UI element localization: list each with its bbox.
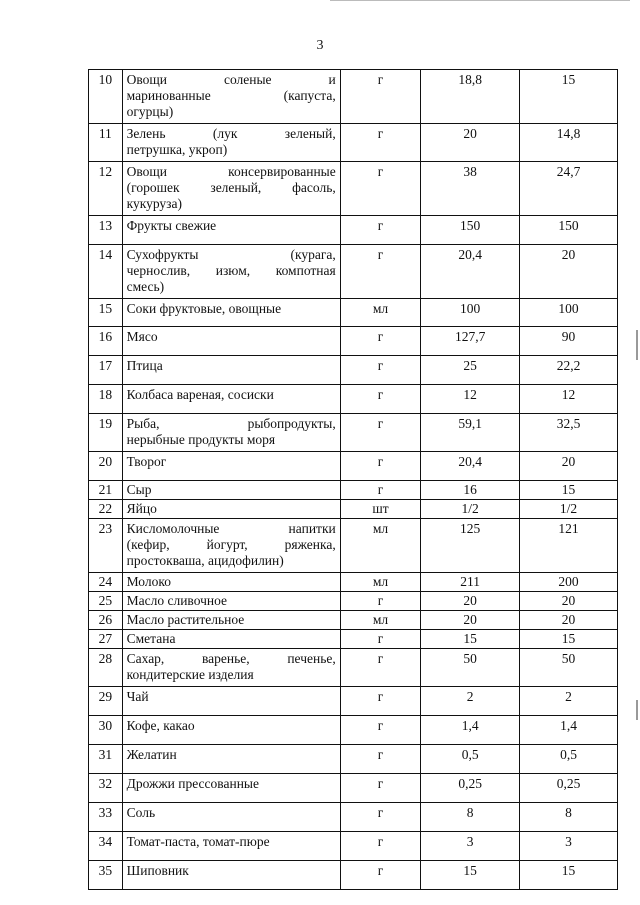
table-row	[89, 573, 618, 592]
product-name-cell	[122, 124, 340, 162]
scan-side-mark	[636, 330, 638, 360]
product-name-line: огурцы)	[126, 104, 174, 119]
table-row	[89, 832, 618, 861]
row-number-cell: 25	[89, 592, 123, 611]
unit-cell: шт	[340, 500, 421, 519]
product-name-line: Яйцо	[126, 501, 157, 516]
table-row	[89, 630, 618, 649]
unit-cell: г	[340, 245, 421, 299]
product-name-cell	[122, 327, 340, 356]
product-name-cell	[122, 630, 340, 649]
product-name-line: Дрожжи прессованные	[126, 776, 259, 791]
table-row	[89, 70, 618, 124]
unit-cell: г	[340, 803, 421, 832]
product-name-line: Кисломолочные напитки	[126, 521, 336, 536]
product-name-line: Сахар, варенье, печенье,	[126, 651, 336, 666]
norm-value-1-cell: 20	[421, 592, 520, 611]
unit-cell: г	[340, 452, 421, 481]
norm-value-1-cell: 15	[421, 630, 520, 649]
norm-value-1-cell: 8	[421, 803, 520, 832]
norm-value-2-cell: 20	[520, 592, 618, 611]
norm-value-1-cell: 2	[421, 687, 520, 716]
norm-value-2-cell: 121	[520, 519, 618, 573]
norm-value-1-cell: 211	[421, 573, 520, 592]
row-number-cell: 34	[89, 832, 123, 861]
unit-cell: г	[340, 356, 421, 385]
norm-value-2-cell: 15	[520, 630, 618, 649]
norm-value-1-cell: 3	[421, 832, 520, 861]
product-name-cell	[122, 774, 340, 803]
norm-value-2-cell: 20	[520, 245, 618, 299]
table-row	[89, 716, 618, 745]
norm-value-2-cell: 15	[520, 861, 618, 890]
product-name-line: маринованные (капуста,	[126, 88, 336, 103]
norm-value-1-cell: 20	[421, 611, 520, 630]
product-name-line: Молоко	[126, 574, 171, 589]
unit-cell: г	[340, 716, 421, 745]
table-row	[89, 745, 618, 774]
norm-value-1-cell: 0,25	[421, 774, 520, 803]
unit-cell: г	[340, 832, 421, 861]
row-number-cell: 28	[89, 649, 123, 687]
row-number-cell: 11	[89, 124, 123, 162]
row-number-cell: 12	[89, 162, 123, 216]
product-name-line: Кофе, какао	[126, 718, 195, 733]
row-number-cell: 31	[89, 745, 123, 774]
row-number-cell: 17	[89, 356, 123, 385]
unit-cell: г	[340, 649, 421, 687]
food-norms-table	[88, 69, 618, 890]
row-number-cell: 13	[89, 216, 123, 245]
page-number: 3	[316, 38, 324, 53]
norm-value-1-cell: 20	[421, 124, 520, 162]
row-number-cell: 15	[89, 299, 123, 327]
norm-value-1-cell: 16	[421, 481, 520, 500]
row-number-cell: 22	[89, 500, 123, 519]
table-row	[89, 452, 618, 481]
product-name-line: (кефир, йогурт, ряженка,	[126, 537, 336, 552]
norm-value-2-cell: 8	[520, 803, 618, 832]
unit-cell: г	[340, 124, 421, 162]
product-name-cell	[122, 481, 340, 500]
product-name-line: Сметана	[126, 631, 176, 646]
row-number-cell: 10	[89, 70, 123, 124]
product-name-line: Масло растительное	[126, 612, 245, 627]
row-number-cell: 20	[89, 452, 123, 481]
table-row	[89, 216, 618, 245]
product-name-line: петрушка, укроп)	[126, 142, 228, 157]
table-row	[89, 519, 618, 573]
product-name-line: Томат-паста, томат-пюре	[126, 834, 270, 849]
row-number-cell: 14	[89, 245, 123, 299]
product-name-line: чернослив, изюм, компотная	[126, 263, 336, 278]
product-name-line: Масло сливочное	[126, 593, 228, 608]
row-number-cell: 16	[89, 327, 123, 356]
row-number-cell: 18	[89, 385, 123, 414]
norm-value-2-cell: 32,5	[520, 414, 618, 452]
unit-cell: мл	[340, 611, 421, 630]
row-number-cell: 27	[89, 630, 123, 649]
product-name-line: Зелень (лук зеленый,	[126, 126, 336, 141]
scan-side-mark	[636, 700, 638, 720]
product-name-cell	[122, 162, 340, 216]
unit-cell: г	[340, 216, 421, 245]
product-name-cell	[122, 861, 340, 890]
unit-cell: г	[340, 861, 421, 890]
norm-value-2-cell: 20	[520, 611, 618, 630]
row-number-cell: 32	[89, 774, 123, 803]
table-row	[89, 500, 618, 519]
table-row	[89, 481, 618, 500]
product-name-cell	[122, 573, 340, 592]
product-name-cell	[122, 216, 340, 245]
product-name-line: Соль	[126, 805, 156, 820]
product-name-line: Желатин	[126, 747, 177, 762]
table-row	[89, 162, 618, 216]
norm-value-1-cell: 15	[421, 861, 520, 890]
norm-value-2-cell: 20	[520, 452, 618, 481]
product-name-line: (горошек зеленый, фасоль,	[126, 180, 336, 195]
norm-value-2-cell: 2	[520, 687, 618, 716]
table-row	[89, 356, 618, 385]
product-name-line: Фрукты свежие	[126, 218, 217, 233]
norm-value-2-cell: 12	[520, 385, 618, 414]
norm-value-1-cell: 150	[421, 216, 520, 245]
product-name-cell	[122, 500, 340, 519]
product-name-line: простокваша, ацидофилин)	[126, 553, 284, 568]
table-row	[89, 861, 618, 890]
row-number-cell: 29	[89, 687, 123, 716]
table-row	[89, 385, 618, 414]
product-name-cell	[122, 649, 340, 687]
unit-cell: г	[340, 70, 421, 124]
norm-value-2-cell: 1/2	[520, 500, 618, 519]
unit-cell: г	[340, 630, 421, 649]
product-name-cell	[122, 716, 340, 745]
unit-cell: мл	[340, 519, 421, 573]
norm-value-1-cell: 127,7	[421, 327, 520, 356]
product-name-cell	[122, 803, 340, 832]
norm-value-2-cell: 15	[520, 481, 618, 500]
product-name-line: Овощи соленые и	[126, 72, 336, 87]
row-number-cell: 33	[89, 803, 123, 832]
table-row	[89, 327, 618, 356]
norm-value-1-cell: 20,4	[421, 452, 520, 481]
product-name-cell	[122, 452, 340, 481]
product-name-line: Сухофрукты (курага,	[126, 247, 336, 262]
product-name-cell	[122, 519, 340, 573]
unit-cell: г	[340, 745, 421, 774]
row-number-cell: 23	[89, 519, 123, 573]
product-name-cell	[122, 687, 340, 716]
product-name-line: Овощи консервированные	[126, 164, 336, 179]
product-name-line: Мясо	[126, 329, 158, 344]
table-row	[89, 245, 618, 299]
table-row	[89, 611, 618, 630]
norm-value-2-cell: 22,2	[520, 356, 618, 385]
product-name-cell	[122, 245, 340, 299]
row-number-cell: 24	[89, 573, 123, 592]
norm-value-2-cell: 15	[520, 70, 618, 124]
norm-value-1-cell: 20,4	[421, 245, 520, 299]
table-row	[89, 592, 618, 611]
product-name-cell	[122, 745, 340, 774]
product-name-line: Рыба, рыбопродукты,	[126, 416, 336, 431]
norm-value-1-cell: 59,1	[421, 414, 520, 452]
norm-value-2-cell: 150	[520, 216, 618, 245]
product-name-line: Чай	[126, 689, 149, 704]
unit-cell: мл	[340, 573, 421, 592]
table-row	[89, 687, 618, 716]
norm-value-1-cell: 125	[421, 519, 520, 573]
norm-value-1-cell: 1/2	[421, 500, 520, 519]
product-name-cell	[122, 592, 340, 611]
product-name-line: кукуруза)	[126, 196, 183, 211]
norm-value-2-cell: 0,5	[520, 745, 618, 774]
norm-value-1-cell: 18,8	[421, 70, 520, 124]
product-name-line: Колбаса вареная, сосиски	[126, 387, 274, 402]
norm-value-1-cell: 25	[421, 356, 520, 385]
norm-value-1-cell: 12	[421, 385, 520, 414]
product-name-line: Шиповник	[126, 863, 189, 878]
product-name-line: Соки фруктовые, овощные	[126, 301, 282, 316]
norm-value-1-cell: 50	[421, 649, 520, 687]
product-name-cell	[122, 70, 340, 124]
norm-value-1-cell: 1,4	[421, 716, 520, 745]
table-row	[89, 124, 618, 162]
product-name-line: смесь)	[126, 279, 165, 294]
unit-cell: г	[340, 414, 421, 452]
product-name-line: кондитерские изделия	[126, 667, 254, 682]
product-name-cell	[122, 414, 340, 452]
product-name-cell	[122, 299, 340, 327]
row-number-cell: 30	[89, 716, 123, 745]
row-number-cell: 35	[89, 861, 123, 890]
norm-value-2-cell: 200	[520, 573, 618, 592]
product-name-line: нерыбные продукты моря	[126, 432, 276, 447]
product-name-cell	[122, 832, 340, 861]
product-name-cell	[122, 385, 340, 414]
unit-cell: мл	[340, 299, 421, 327]
unit-cell: г	[340, 385, 421, 414]
norm-value-2-cell: 90	[520, 327, 618, 356]
row-number-cell: 26	[89, 611, 123, 630]
table-row	[89, 774, 618, 803]
norm-value-2-cell: 50	[520, 649, 618, 687]
row-number-cell: 19	[89, 414, 123, 452]
scan-top-edge	[330, 0, 630, 4]
product-name-cell	[122, 611, 340, 630]
norm-value-2-cell: 14,8	[520, 124, 618, 162]
unit-cell: г	[340, 481, 421, 500]
table-row	[89, 649, 618, 687]
norm-value-2-cell: 100	[520, 299, 618, 327]
product-name-cell	[122, 356, 340, 385]
norm-value-1-cell: 38	[421, 162, 520, 216]
unit-cell: г	[340, 592, 421, 611]
table-row	[89, 299, 618, 327]
norm-value-1-cell: 0,5	[421, 745, 520, 774]
product-name-line: Птица	[126, 358, 163, 373]
norm-value-2-cell: 0,25	[520, 774, 618, 803]
norm-value-2-cell: 24,7	[520, 162, 618, 216]
table-row	[89, 803, 618, 832]
product-name-line: Сыр	[126, 482, 152, 497]
norm-value-2-cell: 3	[520, 832, 618, 861]
norm-value-2-cell: 1,4	[520, 716, 618, 745]
unit-cell: г	[340, 162, 421, 216]
norm-value-1-cell: 100	[421, 299, 520, 327]
unit-cell: г	[340, 327, 421, 356]
table-row	[89, 414, 618, 452]
unit-cell: г	[340, 774, 421, 803]
product-name-line: Творог	[126, 454, 167, 469]
table-body	[89, 70, 618, 890]
unit-cell: г	[340, 687, 421, 716]
row-number-cell: 21	[89, 481, 123, 500]
